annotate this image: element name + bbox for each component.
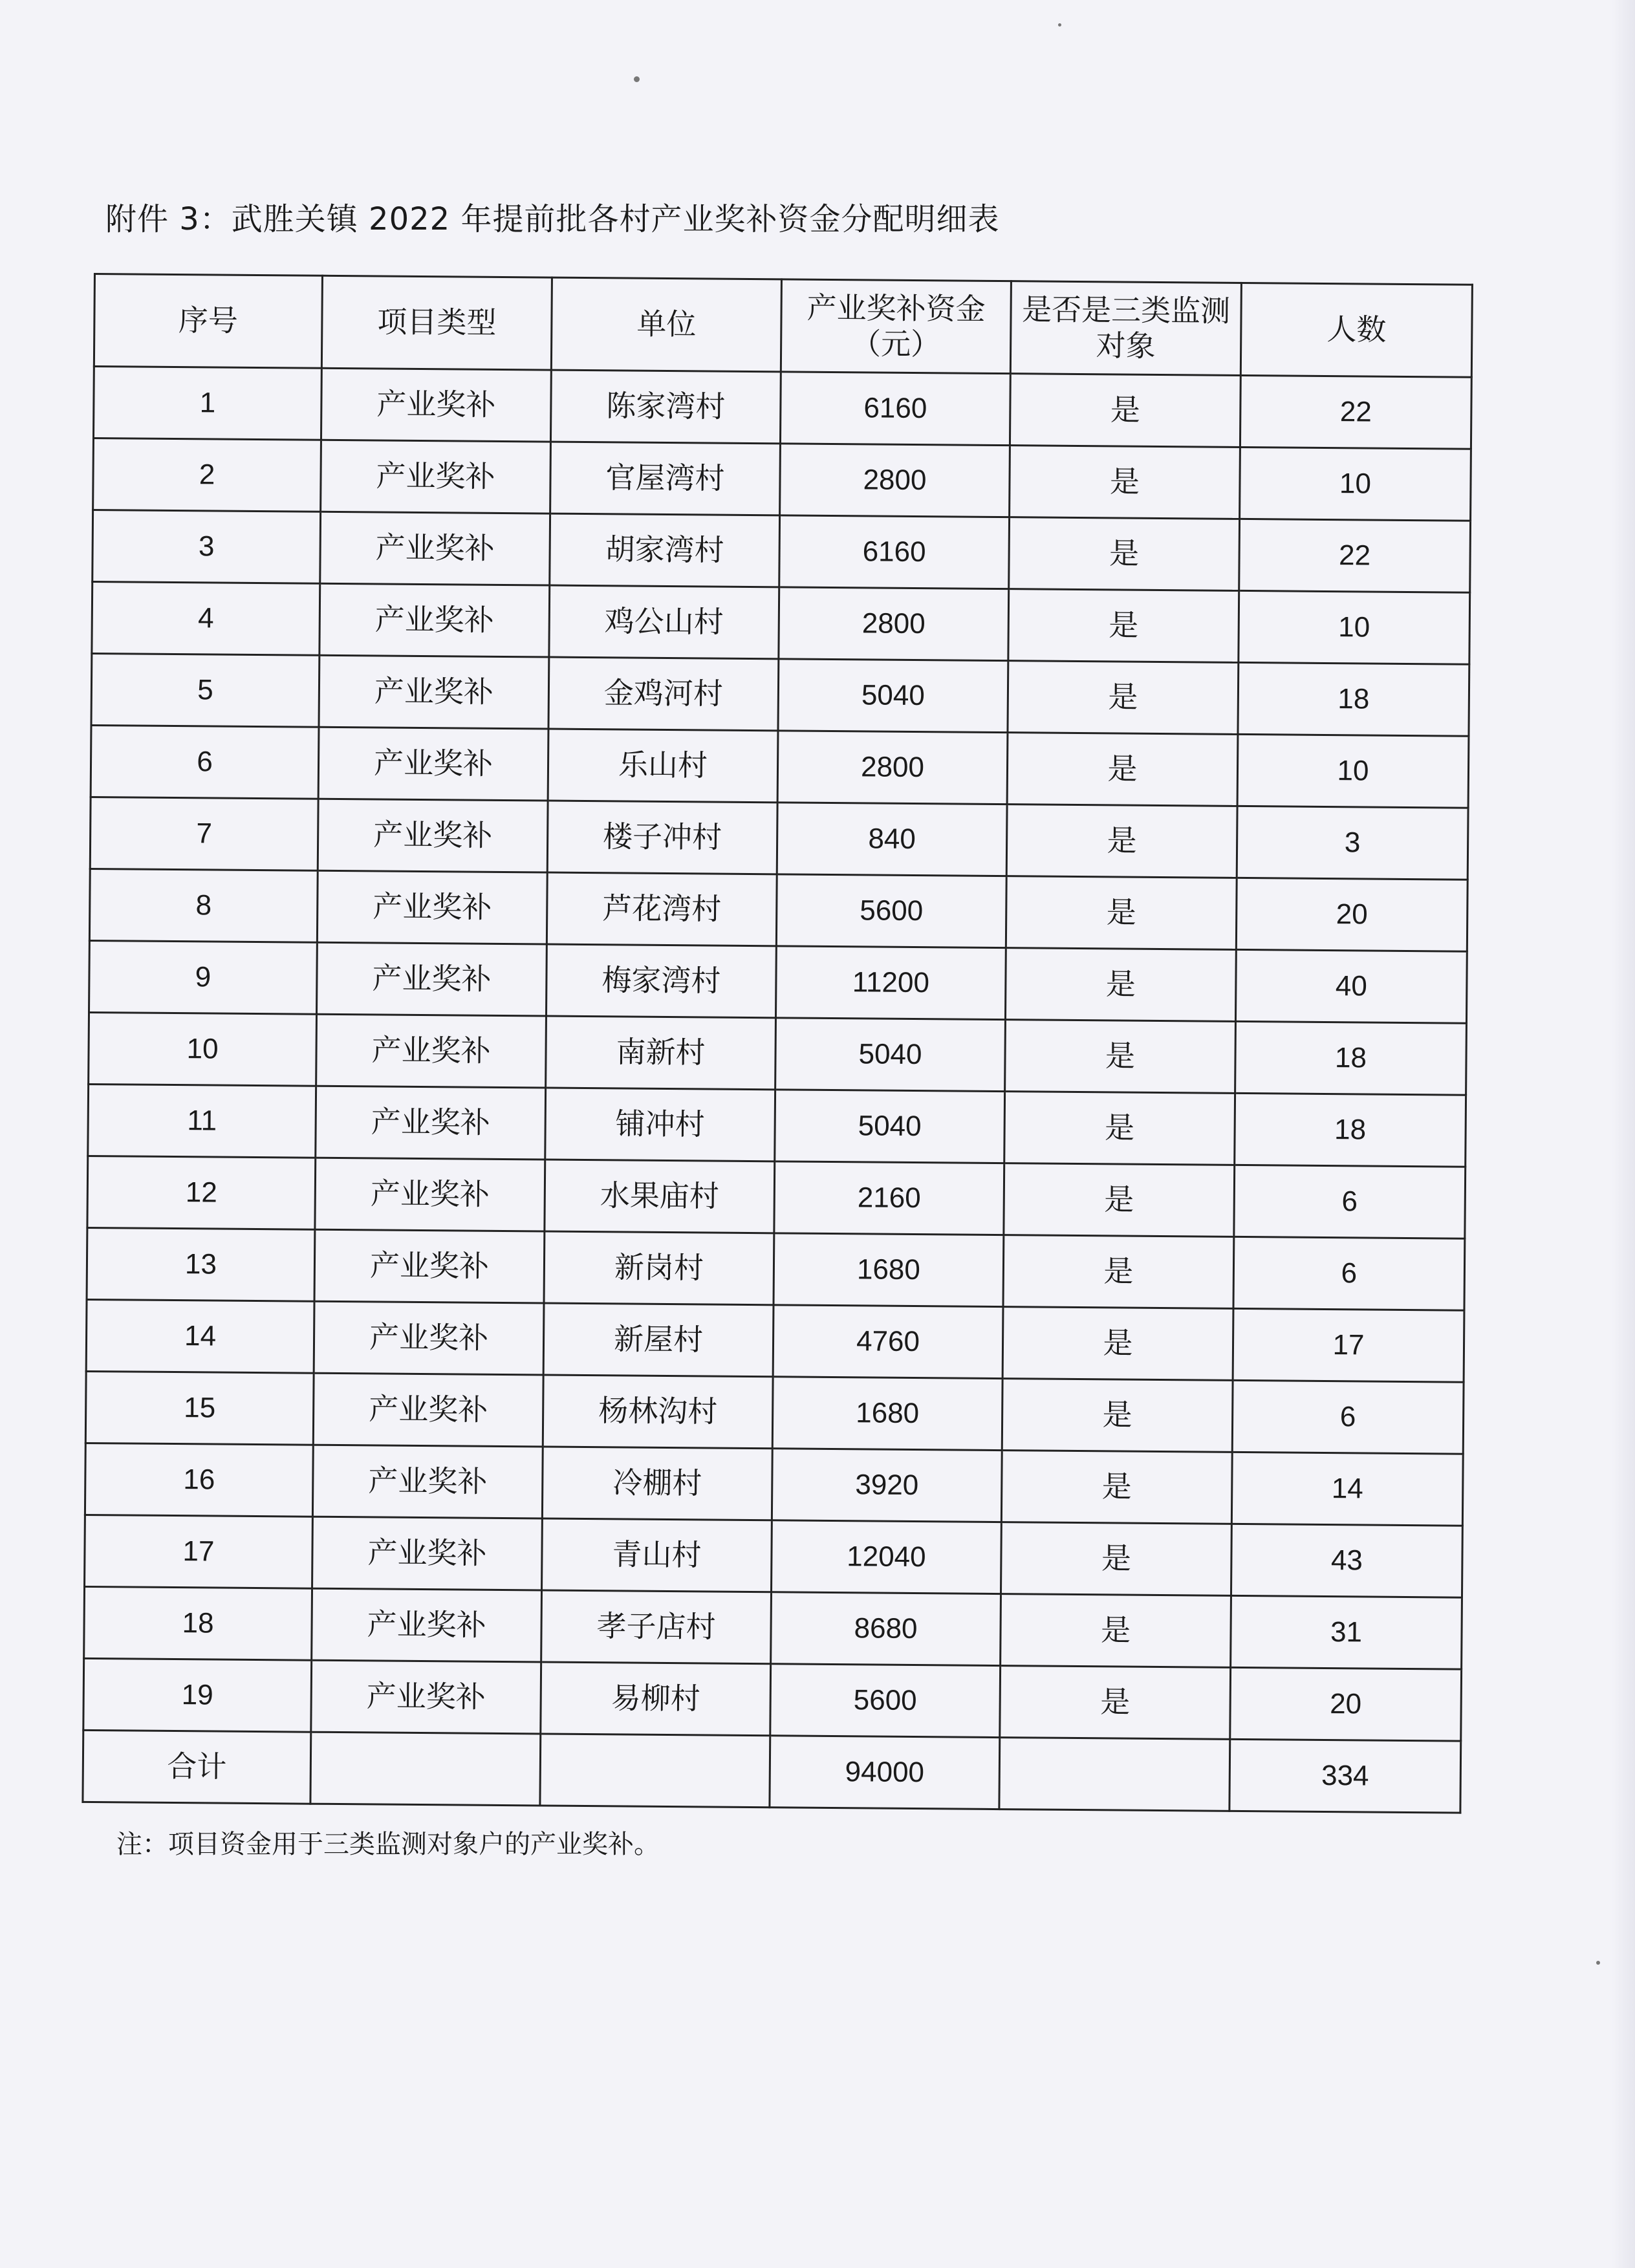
cell-monitored: 是	[1008, 661, 1239, 735]
cell-monitored: 是	[1001, 1522, 1232, 1596]
table-row	[89, 1012, 1467, 1095]
cell-unit: 陈家湾村	[550, 370, 781, 444]
total-type-cell	[310, 1732, 541, 1806]
cell-monitored: 是	[1003, 1235, 1234, 1309]
cell-amount: 4760	[773, 1305, 1003, 1379]
cell-amount: 11200	[775, 946, 1006, 1020]
cell-unit: 芦花湾村	[547, 872, 777, 946]
cell-amount: 1680	[772, 1377, 1002, 1451]
cell-serial: 9	[89, 940, 318, 1014]
cell-unit: 铺冲村	[545, 1088, 775, 1161]
document-title: 附件 3：武胜关镇 2022 年提前批各村产业奖补资金分配明细表	[105, 201, 1000, 237]
cell-amount: 2160	[774, 1161, 1004, 1235]
total-people: 334	[1229, 1739, 1461, 1813]
cell-project-type: 产业奖补	[312, 1588, 542, 1662]
cell-monitored: 是	[1002, 1379, 1233, 1453]
header-project-type: 项目类型	[321, 275, 552, 370]
cell-serial: 5	[91, 653, 319, 727]
cell-people: 18	[1238, 662, 1469, 736]
table-row	[91, 653, 1469, 736]
scan-speck	[1596, 1961, 1600, 1965]
table-row	[85, 1443, 1463, 1526]
cell-people: 14	[1231, 1452, 1463, 1526]
header-serial: 序号	[94, 274, 322, 369]
cell-amount: 5600	[770, 1664, 1001, 1738]
cell-people: 20	[1230, 1667, 1462, 1741]
cell-serial: 2	[93, 438, 321, 512]
cell-unit: 金鸡河村	[548, 657, 779, 731]
cell-monitored: 是	[1004, 1092, 1235, 1165]
cell-amount: 5600	[776, 874, 1006, 948]
cell-project-type: 产业奖补	[315, 1158, 545, 1231]
cell-serial: 4	[92, 581, 320, 655]
cell-project-type: 产业奖补	[314, 1301, 544, 1375]
table-row	[93, 438, 1471, 521]
header-monitored: 是否是三类监测对象	[1010, 281, 1241, 376]
cell-people: 18	[1235, 1093, 1466, 1167]
table-row	[84, 1586, 1462, 1669]
cell-amount: 1680	[774, 1233, 1004, 1307]
cell-people: 43	[1231, 1524, 1462, 1597]
header-amount: 产业奖补资金（元）	[781, 279, 1011, 374]
table-row	[91, 725, 1469, 808]
cell-serial: 15	[85, 1371, 314, 1445]
cell-people: 18	[1235, 1021, 1467, 1095]
cell-monitored: 是	[1009, 517, 1240, 591]
cell-monitored: 是	[1008, 589, 1239, 663]
cell-unit: 楼子冲村	[547, 801, 777, 874]
table-row	[88, 1084, 1466, 1167]
cell-amount: 3920	[772, 1449, 1002, 1522]
cell-project-type: 产业奖补	[316, 1014, 547, 1088]
cell-unit: 易柳村	[541, 1662, 771, 1736]
cell-monitored: 是	[1006, 805, 1237, 878]
cell-amount: 6160	[779, 515, 1010, 589]
scan-speck	[634, 76, 640, 82]
cell-people: 3	[1237, 806, 1468, 880]
cell-serial: 12	[87, 1156, 316, 1229]
cell-project-type: 产业奖补	[319, 583, 550, 657]
cell-project-type: 产业奖补	[313, 1373, 543, 1447]
cell-monitored: 是	[1000, 1666, 1231, 1740]
cell-people: 22	[1239, 519, 1471, 592]
cell-people: 10	[1240, 447, 1471, 521]
cell-serial: 11	[88, 1084, 316, 1158]
table-row	[92, 581, 1470, 664]
table-header-row	[94, 274, 1472, 378]
total-monitored-cell	[999, 1738, 1230, 1811]
table-row	[85, 1515, 1463, 1597]
cell-monitored: 是	[1005, 1020, 1236, 1094]
cell-amount: 2800	[780, 444, 1010, 517]
cell-unit: 新屋村	[543, 1303, 774, 1377]
cell-people: 6	[1232, 1380, 1464, 1454]
cell-people: 6	[1234, 1165, 1466, 1238]
table-row	[90, 797, 1468, 880]
cell-unit: 杨林沟村	[543, 1375, 773, 1449]
scan-page-edge	[1612, 0, 1635, 2268]
cell-monitored: 是	[1005, 948, 1236, 1022]
cell-project-type: 产业奖补	[317, 870, 547, 944]
cell-serial: 17	[85, 1515, 313, 1588]
table-row	[83, 1658, 1462, 1741]
cell-monitored: 是	[1010, 374, 1240, 448]
cell-serial: 8	[89, 869, 318, 942]
cell-project-type: 产业奖补	[314, 1229, 545, 1303]
table-row	[93, 367, 1471, 449]
table-row	[87, 1227, 1465, 1310]
cell-serial: 3	[92, 510, 321, 584]
cell-amount: 840	[777, 803, 1007, 876]
cell-monitored: 是	[1001, 1594, 1231, 1668]
cell-people: 22	[1240, 375, 1471, 449]
cell-serial: 18	[84, 1586, 312, 1660]
cell-serial: 10	[89, 1012, 317, 1086]
total-row	[83, 1730, 1461, 1813]
cell-people: 6	[1233, 1237, 1465, 1310]
table-row	[87, 1156, 1466, 1238]
cell-project-type: 产业奖补	[319, 655, 549, 729]
cell-monitored: 是	[1002, 1307, 1233, 1381]
table-row	[92, 510, 1471, 593]
cell-serial: 7	[90, 797, 318, 870]
cell-project-type: 产业奖补	[318, 727, 548, 801]
cell-amount: 5040	[775, 1090, 1005, 1163]
table-row	[85, 1371, 1464, 1454]
cell-amount: 2800	[779, 587, 1009, 661]
cell-serial: 6	[91, 725, 319, 799]
cell-amount: 12040	[772, 1520, 1002, 1594]
cell-project-type: 产业奖补	[312, 1445, 543, 1518]
cell-people: 10	[1239, 590, 1470, 664]
cell-monitored: 是	[1004, 1163, 1235, 1237]
total-label: 合计	[83, 1730, 311, 1804]
total-amount: 94000	[770, 1736, 1000, 1809]
cell-serial: 16	[85, 1443, 313, 1517]
table-row	[89, 940, 1467, 1023]
cell-unit: 鸡公山村	[549, 585, 779, 659]
cell-project-type: 产业奖补	[316, 1086, 546, 1160]
cell-amount: 5040	[778, 659, 1008, 733]
scan-speck	[1058, 23, 1061, 27]
allocation-table	[81, 273, 1473, 1814]
cell-amount: 5040	[775, 1018, 1006, 1092]
cell-unit: 冷棚村	[542, 1447, 772, 1520]
cell-serial: 13	[87, 1227, 315, 1301]
cell-people: 31	[1231, 1595, 1462, 1669]
cell-project-type: 产业奖补	[321, 440, 551, 513]
footnote: 注：项目资金用于三类监测对象户的产业奖补。	[116, 1830, 660, 1859]
cell-project-type: 产业奖补	[317, 942, 547, 1016]
cell-project-type: 产业奖补	[312, 1517, 543, 1590]
cell-serial: 1	[93, 367, 321, 440]
cell-amount: 6160	[780, 372, 1010, 446]
cell-unit: 乐山村	[548, 729, 778, 803]
cell-unit: 水果庙村	[545, 1160, 775, 1233]
cell-project-type: 产业奖补	[321, 368, 551, 442]
cell-serial: 19	[83, 1658, 312, 1732]
cell-people: 20	[1236, 878, 1467, 951]
cell-amount: 2800	[777, 731, 1008, 805]
cell-people: 17	[1233, 1308, 1464, 1382]
table-row	[86, 1299, 1464, 1382]
cell-unit: 孝子店村	[541, 1590, 772, 1664]
cell-unit: 南新村	[546, 1016, 776, 1090]
cell-amount: 8680	[771, 1592, 1001, 1666]
cell-monitored: 是	[1001, 1451, 1232, 1524]
cell-unit: 新岗村	[544, 1231, 774, 1305]
header-people: 人数	[1240, 283, 1472, 377]
table-row	[89, 869, 1467, 951]
cell-unit: 官屋湾村	[550, 442, 781, 515]
cell-monitored: 是	[1010, 446, 1240, 519]
cell-project-type: 产业奖补	[318, 799, 548, 872]
cell-people: 40	[1235, 949, 1467, 1023]
cell-project-type: 产业奖补	[320, 512, 550, 585]
cell-monitored: 是	[1006, 876, 1237, 950]
cell-unit: 青山村	[542, 1518, 772, 1592]
cell-unit: 梅家湾村	[546, 944, 776, 1018]
cell-monitored: 是	[1007, 733, 1238, 806]
cell-people: 10	[1237, 734, 1469, 808]
header-unit: 单位	[551, 277, 781, 372]
cell-unit: 胡家湾村	[550, 513, 780, 587]
cell-project-type: 产业奖补	[311, 1660, 541, 1734]
total-unit-cell	[540, 1734, 770, 1808]
cell-serial: 14	[86, 1299, 314, 1373]
